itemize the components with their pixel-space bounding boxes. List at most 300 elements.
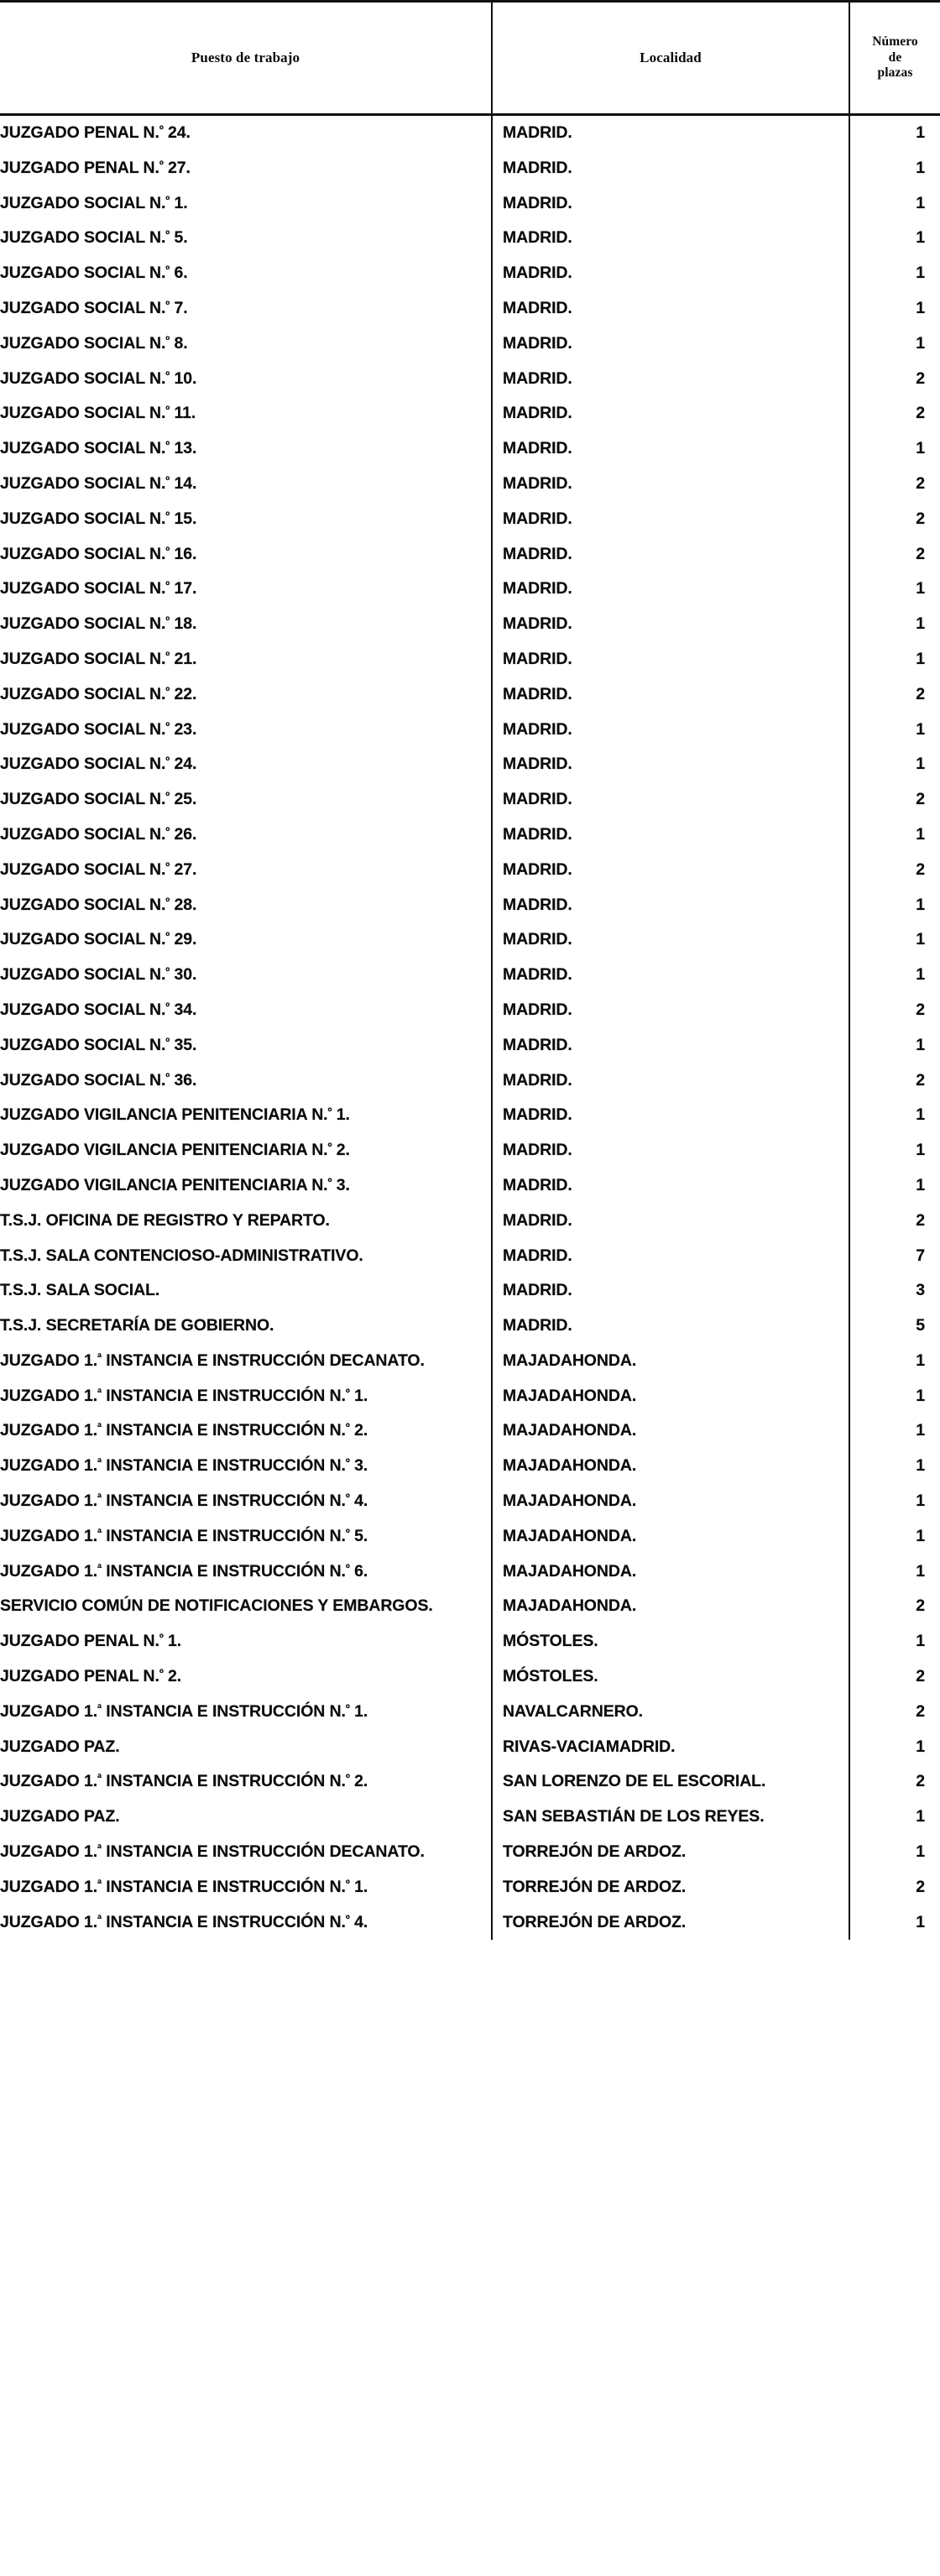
table-row (0, 607, 940, 642)
localidad-text: MÓSTOLES. (503, 1667, 598, 1686)
localidad-text: MADRID. (503, 544, 572, 563)
cell-puesto-de-trabajo (0, 467, 492, 502)
puesto-de-trabajo-text: T.S.J. OFICINA DE REGISTRO Y REPARTO. (0, 1210, 330, 1230)
cell-numero-de-plazas (849, 1449, 940, 1484)
cell-localidad (492, 431, 849, 467)
cell-numero-de-plazas (849, 1589, 940, 1624)
localidad-text: MAJADAHONDA. (503, 1351, 637, 1370)
localidad-text: MAJADAHONDA. (503, 1561, 637, 1581)
table-row (0, 1659, 940, 1695)
localidad-text: MÓSTOLES. (503, 1632, 598, 1651)
table-row (0, 1273, 940, 1309)
table-row (0, 1344, 940, 1379)
cell-localidad (492, 1764, 849, 1800)
cell-localidad (492, 186, 849, 222)
cell-localidad (492, 1344, 849, 1379)
puesto-de-trabajo-text: JUZGADO SOCIAL N.$^º$ 26. (0, 824, 197, 844)
cell-numero-de-plazas (849, 782, 940, 818)
table-row (0, 1695, 940, 1730)
cell-numero-de-plazas (849, 853, 940, 888)
puesto-de-trabajo-text: JUZGADO 1.$^ª$ INSTANCIA E INSTRUCCIÓN N.$^º$ 1. (0, 1877, 368, 1896)
puesto-de-trabajo-text: JUZGADO SOCIAL N.$^º$ 27. (0, 860, 197, 879)
numero-de-plazas-text: 1 (916, 824, 925, 844)
table-row (0, 1870, 940, 1905)
cell-numero-de-plazas (849, 1344, 940, 1379)
table-row (0, 642, 940, 677)
cell-numero-de-plazas (849, 186, 940, 222)
cell-puesto-de-trabajo (0, 1098, 492, 1133)
table-row (0, 115, 940, 151)
puesto-de-trabajo-text: JUZGADO 1.$^ª$ INSTANCIA E INSTRUCCIÓN N.$^º$ 1. (0, 1701, 368, 1721)
localidad-text: MADRID. (503, 895, 572, 914)
cell-numero-de-plazas (849, 993, 940, 1028)
localidad-text: MADRID. (503, 439, 572, 458)
cell-numero-de-plazas (849, 1028, 940, 1063)
column-header-puesto-de-trabajo: Puesto de trabajo (0, 2, 492, 115)
table-row (0, 782, 940, 818)
puesto-de-trabajo-text: JUZGADO SOCIAL N.$^º$ 22. (0, 684, 197, 703)
cell-numero-de-plazas (849, 1835, 940, 1870)
numero-de-plazas-text: 1 (916, 755, 925, 774)
cell-numero-de-plazas (849, 922, 940, 958)
puesto-de-trabajo-text: JUZGADO 1.$^ª$ INSTANCIA E INSTRUCCIÓN N.$^º$ 2. (0, 1772, 368, 1791)
cell-puesto-de-trabajo (0, 256, 492, 291)
cell-puesto-de-trabajo (0, 922, 492, 958)
cell-puesto-de-trabajo (0, 1309, 492, 1344)
table-row (0, 1133, 940, 1168)
cell-puesto-de-trabajo (0, 1168, 492, 1204)
numero-de-plazas-text: 1 (916, 1737, 925, 1756)
puesto-de-trabajo-text: JUZGADO VIGILANCIA PENITENCIARIA N.$^º$ 2. (0, 1140, 350, 1160)
cell-localidad (492, 291, 849, 327)
numero-de-plazas-text: 1 (916, 193, 925, 212)
puesto-de-trabajo-text: JUZGADO SOCIAL N.$^º$ 18. (0, 614, 197, 634)
table-row (0, 1168, 940, 1204)
cell-puesto-de-trabajo (0, 818, 492, 853)
localidad-text: MADRID. (503, 1070, 572, 1089)
localidad-text: MADRID. (503, 579, 572, 598)
numero-de-plazas-text: 1 (916, 1105, 925, 1125)
table-row (0, 1098, 940, 1133)
cell-localidad (492, 1063, 849, 1099)
table-row (0, 958, 940, 993)
cell-numero-de-plazas (849, 747, 940, 782)
numero-de-plazas-text: 1 (916, 895, 925, 914)
puesto-de-trabajo-text: JUZGADO SOCIAL N.$^º$ 17. (0, 579, 197, 598)
numero-de-plazas-text: 1 (916, 1035, 925, 1054)
table-row (0, 1379, 940, 1414)
table-body (0, 115, 940, 1941)
cell-localidad (492, 221, 849, 256)
numero-de-plazas-text: 1 (916, 579, 925, 598)
table-row (0, 1905, 940, 1941)
cell-numero-de-plazas (849, 1519, 940, 1554)
cell-localidad (492, 1413, 849, 1449)
numero-de-plazas-text: 1 (916, 1421, 925, 1440)
cell-numero-de-plazas (849, 642, 940, 677)
cell-localidad (492, 151, 849, 186)
cell-puesto-de-trabajo (0, 993, 492, 1028)
cell-puesto-de-trabajo (0, 221, 492, 256)
numero-de-plazas-text: 5 (916, 1316, 925, 1335)
puesto-de-trabajo-text: JUZGADO SOCIAL N.$^º$ 21. (0, 649, 197, 668)
cell-numero-de-plazas (849, 1695, 940, 1730)
localidad-text: MADRID. (503, 965, 572, 985)
cell-localidad (492, 1554, 849, 1590)
puesto-de-trabajo-text: JUZGADO PENAL N.$^º$ 27. (0, 158, 191, 177)
numero-de-plazas-text: 1 (916, 1351, 925, 1370)
puesto-de-trabajo-text: JUZGADO SOCIAL N.$^º$ 25. (0, 789, 197, 809)
cell-localidad (492, 502, 849, 537)
puesto-de-trabajo-text: JUZGADO SOCIAL N.$^º$ 29. (0, 930, 197, 949)
numero-de-plazas-text: 1 (916, 1456, 925, 1476)
cell-numero-de-plazas (849, 502, 940, 537)
cell-numero-de-plazas (849, 1870, 940, 1905)
cell-numero-de-plazas (849, 1168, 940, 1204)
cell-numero-de-plazas (849, 1905, 940, 1941)
cell-localidad (492, 1239, 849, 1274)
localidad-text: MADRID. (503, 649, 572, 668)
table-row (0, 1554, 940, 1590)
localidad-text: MADRID. (503, 368, 572, 388)
numero-de-plazas-text: 1 (916, 228, 925, 248)
numero-de-plazas-text: 2 (916, 473, 925, 493)
table-row (0, 853, 940, 888)
numero-de-plazas-text: 1 (916, 1561, 925, 1581)
cell-numero-de-plazas (849, 1204, 940, 1239)
cell-puesto-de-trabajo (0, 502, 492, 537)
cell-puesto-de-trabajo (0, 1695, 492, 1730)
puesto-de-trabajo-text: JUZGADO SOCIAL N.$^º$ 34. (0, 1000, 197, 1019)
numero-de-plazas-text: 1 (916, 333, 925, 353)
localidad-text: RIVAS-VACIAMADRID. (503, 1737, 676, 1756)
numero-de-plazas-text: 1 (916, 614, 925, 634)
puesto-de-trabajo-text: JUZGADO SOCIAL N.$^º$ 14. (0, 473, 197, 493)
puesto-de-trabajo-text: JUZGADO VIGILANCIA PENITENCIARIA N.$^º$ 1. (0, 1105, 350, 1125)
table-row (0, 1239, 940, 1274)
cell-numero-de-plazas (849, 1659, 940, 1695)
cell-numero-de-plazas (849, 431, 940, 467)
table-row (0, 677, 940, 713)
cell-puesto-de-trabajo (0, 291, 492, 327)
localidad-text: MADRID. (503, 473, 572, 493)
cell-puesto-de-trabajo (0, 151, 492, 186)
table-row (0, 291, 940, 327)
table-row (0, 713, 940, 748)
table-row (0, 151, 940, 186)
numero-de-plazas-text: 1 (916, 1842, 925, 1862)
cell-localidad (492, 1273, 849, 1309)
cell-numero-de-plazas (849, 1554, 940, 1590)
cell-numero-de-plazas (849, 221, 940, 256)
cell-localidad (492, 572, 849, 607)
cell-localidad (492, 1589, 849, 1624)
puesto-de-trabajo-text: JUZGADO 1.$^ª$ INSTANCIA E INSTRUCCIÓN DECANATO. (0, 1842, 425, 1862)
cell-numero-de-plazas (849, 1484, 940, 1519)
cell-numero-de-plazas (849, 1063, 940, 1099)
cell-numero-de-plazas (849, 1764, 940, 1800)
localidad-text: MADRID. (503, 333, 572, 353)
numero-de-plazas-text: 2 (916, 509, 925, 528)
cell-puesto-de-trabajo (0, 572, 492, 607)
localidad-text: MAJADAHONDA. (503, 1526, 637, 1545)
puesto-de-trabajo-text: JUZGADO SOCIAL N.$^º$ 5. (0, 228, 188, 248)
cell-localidad (492, 958, 849, 993)
cell-numero-de-plazas (849, 1730, 940, 1765)
table-row (0, 1730, 940, 1765)
table-header (0, 2, 940, 115)
cell-puesto-de-trabajo (0, 1413, 492, 1449)
numero-de-plazas-text: 1 (916, 298, 925, 317)
numero-de-plazas-text: 2 (916, 1701, 925, 1721)
numero-de-plazas-text: 2 (916, 368, 925, 388)
localidad-text: MADRID. (503, 755, 572, 774)
cell-localidad (492, 1905, 849, 1941)
puesto-de-trabajo-text: JUZGADO SOCIAL N.$^º$ 8. (0, 333, 188, 353)
numero-de-plazas-text: 1 (916, 1141, 925, 1160)
cell-puesto-de-trabajo (0, 186, 492, 222)
numero-de-plazas-text: 2 (916, 1070, 925, 1089)
localidad-text: MADRID. (503, 1281, 572, 1300)
table-row (0, 572, 940, 607)
puesto-de-trabajo-text: JUZGADO SOCIAL N.$^º$ 28. (0, 895, 197, 914)
puesto-de-trabajo-text: JUZGADO PENAL N.$^º$ 1. (0, 1632, 182, 1651)
puesto-de-trabajo-text: JUZGADO SOCIAL N.$^º$ 24. (0, 755, 197, 774)
cell-puesto-de-trabajo (0, 607, 492, 642)
cell-localidad (492, 747, 849, 782)
table-row (0, 1063, 940, 1099)
puesto-de-trabajo-text: JUZGADO SOCIAL N.$^º$ 35. (0, 1035, 197, 1054)
localidad-text: MADRID. (503, 193, 572, 212)
cell-localidad (492, 1098, 849, 1133)
cell-numero-de-plazas (849, 467, 940, 502)
cell-puesto-de-trabajo (0, 115, 492, 151)
table-row (0, 221, 940, 256)
cell-localidad (492, 467, 849, 502)
puesto-de-trabajo-text: JUZGADO PAZ. (0, 1807, 120, 1826)
localidad-text: TORREJÓN DE ARDOZ. (503, 1842, 687, 1862)
numero-de-plazas-text: 1 (916, 1526, 925, 1545)
table-row (0, 537, 940, 572)
puesto-de-trabajo-text: JUZGADO SOCIAL N.$^º$ 7. (0, 298, 188, 317)
cell-numero-de-plazas (849, 1624, 940, 1659)
cell-localidad (492, 1730, 849, 1765)
numero-de-plazas-text: 2 (916, 1772, 925, 1791)
page-bottom-spacer (0, 1940, 940, 1945)
localidad-text: MAJADAHONDA. (503, 1421, 637, 1440)
cell-puesto-de-trabajo (0, 1800, 492, 1835)
cell-localidad (492, 993, 849, 1028)
cell-localidad (492, 115, 849, 151)
cell-localidad (492, 1449, 849, 1484)
cell-localidad (492, 1519, 849, 1554)
numero-de-plazas-text: 2 (916, 1877, 925, 1896)
puesto-de-trabajo-text: JUZGADO 1.$^ª$ INSTANCIA E INSTRUCCIÓN DECANATO. (0, 1351, 425, 1370)
cell-localidad (492, 1379, 849, 1414)
cell-numero-de-plazas (849, 958, 940, 993)
table-row (0, 256, 940, 291)
localidad-text: MADRID. (503, 719, 572, 739)
column-header-numero-line1: Número (872, 34, 918, 49)
cell-puesto-de-trabajo (0, 1764, 492, 1800)
cell-localidad (492, 888, 849, 923)
cell-localidad (492, 256, 849, 291)
localidad-text: SAN LORENZO DE EL ESCORIAL. (503, 1772, 766, 1791)
puesto-de-trabajo-text: JUZGADO SOCIAL N.$^º$ 16. (0, 544, 197, 563)
cell-localidad (492, 1835, 849, 1870)
numero-de-plazas-text: 1 (916, 930, 925, 949)
puesto-de-trabajo-text: JUZGADO PENAL N.$^º$ 2. (0, 1666, 182, 1686)
numero-de-plazas-text: 1 (916, 439, 925, 458)
cell-puesto-de-trabajo (0, 1449, 492, 1484)
table-row (0, 502, 940, 537)
table-row (0, 1309, 940, 1344)
cell-puesto-de-trabajo (0, 1835, 492, 1870)
numero-de-plazas-text: 2 (916, 1667, 925, 1686)
cell-puesto-de-trabajo (0, 1730, 492, 1765)
numero-de-plazas-text: 1 (916, 1492, 925, 1511)
localidad-text: MADRID. (503, 860, 572, 879)
table-row (0, 1413, 940, 1449)
localidad-text: MADRID. (503, 824, 572, 844)
table-row (0, 818, 940, 853)
localidad-text: MAJADAHONDA. (503, 1596, 637, 1616)
localidad-text: MADRID. (503, 1246, 572, 1265)
column-header-numero-line3: plazas (877, 65, 913, 81)
cell-puesto-de-trabajo (0, 1344, 492, 1379)
numero-de-plazas-text: 1 (916, 1175, 925, 1194)
cell-localidad (492, 362, 849, 397)
numero-de-plazas-text: 2 (916, 1596, 925, 1616)
cell-numero-de-plazas (849, 1239, 940, 1274)
cell-localidad (492, 1133, 849, 1168)
localidad-text: MADRID. (503, 158, 572, 177)
column-header-numero-de-plazas (849, 2, 940, 115)
cell-numero-de-plazas (849, 1309, 940, 1344)
localidad-text: MADRID. (503, 1141, 572, 1160)
puesto-de-trabajo-text: JUZGADO SOCIAL N.$^º$ 6. (0, 264, 188, 283)
table-row (0, 1589, 940, 1624)
table-row (0, 922, 940, 958)
cell-localidad (492, 537, 849, 572)
numero-de-plazas-text: 2 (916, 790, 925, 809)
numero-de-plazas-text: 3 (916, 1281, 925, 1300)
puesto-de-trabajo-text: JUZGADO 1.$^ª$ INSTANCIA E INSTRUCCIÓN N.$^º$ 3. (0, 1456, 368, 1476)
puesto-de-trabajo-text: SERVICIO COMÚN DE NOTIFICACIONES Y EMBARGOS. (0, 1596, 433, 1616)
localidad-text: MADRID. (503, 509, 572, 528)
table-header-row (0, 2, 940, 115)
puesto-de-trabajo-text: T.S.J. SECRETARÍA DE GOBIERNO. (0, 1316, 274, 1335)
cell-puesto-de-trabajo (0, 1624, 492, 1659)
cell-numero-de-plazas (849, 327, 940, 362)
puesto-de-trabajo-text: JUZGADO 1.$^ª$ INSTANCIA E INSTRUCCIÓN N.$^º$ 2. (0, 1421, 368, 1440)
numero-de-plazas-text: 2 (916, 544, 925, 563)
puesto-de-trabajo-text: JUZGADO VIGILANCIA PENITENCIARIA N.$^º$ 3. (0, 1175, 350, 1194)
cell-puesto-de-trabajo (0, 1379, 492, 1414)
cell-numero-de-plazas (849, 677, 940, 713)
cell-puesto-de-trabajo (0, 1273, 492, 1309)
localidad-text: MADRID. (503, 1035, 572, 1054)
numero-de-plazas-text: 2 (916, 1210, 925, 1230)
cell-puesto-de-trabajo (0, 853, 492, 888)
puesto-de-trabajo-text: JUZGADO 1.$^ª$ INSTANCIA E INSTRUCCIÓN N.$^º$ 4. (0, 1491, 368, 1511)
cell-puesto-de-trabajo (0, 1133, 492, 1168)
localidad-text: MADRID. (503, 1210, 572, 1230)
cell-numero-de-plazas (849, 818, 940, 853)
localidad-text: TORREJÓN DE ARDOZ. (503, 1877, 687, 1896)
localidad-text: MADRID. (503, 1316, 572, 1335)
table-row (0, 431, 940, 467)
cell-puesto-de-trabajo (0, 1204, 492, 1239)
table-row (0, 1764, 940, 1800)
cell-localidad (492, 853, 849, 888)
cell-puesto-de-trabajo (0, 677, 492, 713)
table-row (0, 888, 940, 923)
localidad-text: MADRID. (503, 790, 572, 809)
cell-puesto-de-trabajo (0, 713, 492, 748)
cell-numero-de-plazas (849, 396, 940, 431)
cell-localidad (492, 818, 849, 853)
localidad-text: MADRID. (503, 1105, 572, 1125)
cell-puesto-de-trabajo (0, 958, 492, 993)
cell-localidad (492, 713, 849, 748)
puesto-de-trabajo-text: JUZGADO SOCIAL N.$^º$ 15. (0, 509, 197, 528)
cell-puesto-de-trabajo (0, 1484, 492, 1519)
puesto-de-trabajo-text: T.S.J. SALA SOCIAL. (0, 1281, 160, 1300)
table-row (0, 467, 940, 502)
cell-localidad (492, 1695, 849, 1730)
cell-numero-de-plazas (849, 151, 940, 186)
table-row (0, 1204, 940, 1239)
cell-localidad (492, 396, 849, 431)
puesto-de-trabajo-text: JUZGADO SOCIAL N.$^º$ 23. (0, 719, 197, 739)
localidad-text: MADRID. (503, 614, 572, 634)
table-row (0, 1449, 940, 1484)
localidad-text: MADRID. (503, 264, 572, 283)
cell-puesto-de-trabajo (0, 1905, 492, 1941)
cell-puesto-de-trabajo (0, 1589, 492, 1624)
puesto-de-trabajo-text: JUZGADO PENAL N.$^º$ 24. (0, 123, 191, 142)
puesto-de-trabajo-text: JUZGADO SOCIAL N.$^º$ 36. (0, 1070, 197, 1089)
column-header-numero-line2: de (888, 50, 902, 65)
table-row (0, 1484, 940, 1519)
localidad-text: MAJADAHONDA. (503, 1456, 637, 1476)
cell-puesto-de-trabajo (0, 327, 492, 362)
numero-de-plazas-text: 7 (916, 1246, 925, 1265)
column-header-localidad: Localidad (492, 2, 849, 115)
localidad-text: MADRID. (503, 684, 572, 703)
puesto-de-trabajo-text: JUZGADO 1.$^ª$ INSTANCIA E INSTRUCCIÓN N.$^º$ 4. (0, 1912, 368, 1931)
table-row (0, 1519, 940, 1554)
cell-puesto-de-trabajo (0, 537, 492, 572)
table-row (0, 1028, 940, 1063)
numero-de-plazas-text: 1 (916, 1807, 925, 1826)
cell-localidad (492, 1028, 849, 1063)
cell-puesto-de-trabajo (0, 642, 492, 677)
puesto-de-trabajo-text: JUZGADO 1.$^ª$ INSTANCIA E INSTRUCCIÓN N.$^º$ 6. (0, 1561, 368, 1581)
localidad-text: NAVALCARNERO. (503, 1701, 643, 1721)
numero-de-plazas-text: 1 (916, 965, 925, 985)
table-row (0, 186, 940, 222)
cell-localidad (492, 327, 849, 362)
cell-localidad (492, 1870, 849, 1905)
cell-numero-de-plazas (849, 1379, 940, 1414)
cell-localidad (492, 1659, 849, 1695)
table-row (0, 747, 940, 782)
numero-de-plazas-text: 1 (916, 158, 925, 177)
numero-de-plazas-text: 2 (916, 404, 925, 423)
cell-numero-de-plazas (849, 115, 940, 151)
